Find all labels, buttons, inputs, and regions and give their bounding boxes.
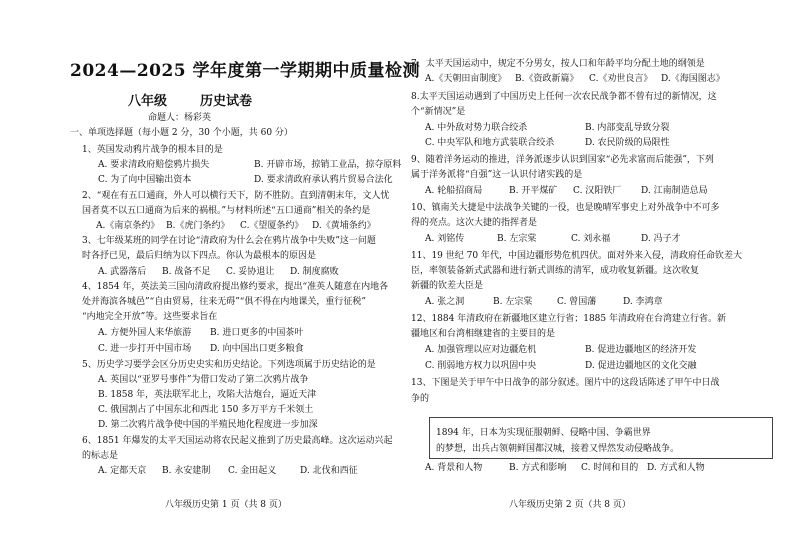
q11-option-a[interactable]: A. 张之洞 — [425, 297, 465, 307]
q8-stem-line2: 个“新情况”是 — [411, 107, 466, 117]
q12-option-c[interactable]: C. 削弱地方权力以巩固中央 — [425, 361, 537, 371]
q10-option-d[interactable]: D. 冯子才 — [641, 234, 681, 244]
q4-option-d[interactable]: D. 向中国出口更多粮食 — [210, 344, 304, 354]
q1-option-d[interactable]: D. 要求清政府承认鸦片贸易合法化 — [254, 175, 393, 185]
q2-stem-line1: 2、“观在有五口通商，外人可以横行天下，防不胜防。直到清朝末年，文人忧 — [82, 191, 390, 201]
q1-stem: 1、英国发动鸦片战争的根本目的是 — [82, 145, 223, 155]
exam-title: 2024—2025 学年度第一学期期中质量检测 — [70, 61, 421, 81]
q8-option-b[interactable]: B. 内部变乱导致分裂 — [585, 123, 670, 133]
q3-option-a[interactable]: A. 武器落后 — [98, 267, 147, 277]
q10-option-c[interactable]: C. 刘永福 — [571, 234, 611, 244]
q6-stem-line2: 的标志是 — [82, 451, 119, 461]
q6-option-a[interactable]: A. 定都天京 — [98, 466, 147, 476]
q12-option-a[interactable]: A. 加强管理以应对边疆危机 — [425, 345, 537, 355]
q13-quote-line1: 1894 年，日本为实现征服朝鲜、侵略中国、争霸世界 — [436, 428, 651, 438]
q13-quote-line2: 的梦想，出兵占领朝鲜国都汉城，接着又悍然发动侵略战争。 — [436, 444, 680, 454]
q13-option-a[interactable]: A. 背景和人物 — [425, 463, 483, 473]
q12-option-b[interactable]: B. 促进边疆地区的经济开发 — [585, 345, 697, 355]
q2-stem-line2: 国者莫不以五口通商为后来的祸根。”与材料所述“五口通商”相关的条约是 — [82, 206, 371, 216]
q6-option-c[interactable]: C. 金田起义 — [228, 466, 277, 476]
q7-option-b[interactable]: B.《资政新篇》 — [515, 74, 579, 84]
q12-stem-line2: 疆地区和台湾相继建省的主要目的是 — [411, 329, 556, 339]
setter-label: 命题人：杨彩英 — [148, 113, 212, 123]
q11-stem-line1: 11、19 世纪 70 年代，中国边疆形势危机四伏。面对外来入侵，清政府任命钦差大 — [411, 251, 742, 261]
q3-option-b[interactable]: B. 战备不足 — [162, 267, 211, 277]
q6-option-b[interactable]: B. 永安建制 — [162, 466, 211, 476]
q10-stem-line1: 10、镇南关大捷是中法战争关键的一役，也是晚晴军事史上对外战争中不可多 — [411, 203, 720, 213]
q11-option-c[interactable]: C. 曾国藩 — [557, 297, 597, 307]
q10-option-a[interactable]: A. 刘铭传 — [425, 234, 465, 244]
q2-option-a[interactable]: A.《南京条约》 — [96, 221, 160, 231]
section-heading: 一、单项选择题（每小题 2 分，30 个小题，共 60 分） — [70, 128, 293, 138]
q3-option-d[interactable]: D. 制度腐败 — [290, 267, 339, 277]
q8-stem-line1: 8.太平天国运动遇到了中国历史上任何一次农民战争都不曾有过的新情况，这 — [411, 92, 717, 102]
q5-option-c[interactable]: C. 俄国割占了中国东北和西北 150 多万平方千米领土 — [98, 405, 314, 415]
q6-stem-line1: 6、1851 年爆发的太平天国运动将农民起义推到了历史最高峰。这次运动兴起 — [82, 436, 393, 446]
q5-option-a[interactable]: A. 英国以“亚罗号事件”为借口发动了第二次鸦片战争 — [98, 375, 309, 385]
q4-option-b[interactable]: B. 进口更多的中国茶叶 — [210, 328, 304, 338]
page-2-footer: 八年级历史第 2 页（共 8 页） — [509, 500, 631, 510]
q9-option-b[interactable]: B. 开平煤矿 — [509, 186, 558, 196]
q9-stem-line2: 属于洋务派将“自强”这一认识付诸实践的是 — [411, 170, 583, 180]
page-2 — [397, 0, 794, 543]
q13-stem-line2: 争的 — [411, 394, 430, 404]
q2-option-d[interactable]: D.《黄埔条约》 — [312, 221, 376, 231]
q10-option-b[interactable]: B. 左宗棠 — [497, 234, 537, 244]
q4-stem-line3: “内地完全开放”等。这些要求旨在 — [82, 312, 218, 322]
q7-option-c[interactable]: C.《劝世良言》 — [589, 74, 653, 84]
q11-stem-line3: 新疆的钦差大臣是 — [411, 281, 484, 291]
q7-option-d[interactable]: D.《海国图志》 — [661, 74, 725, 84]
q3-option-c[interactable]: C. 妥协退让 — [226, 267, 275, 277]
q11-stem-line2: 臣，率领装备新式武器和进行新式训练的清军，成功收复新疆。这次收复 — [411, 266, 700, 276]
subject-label: 历史试卷 — [200, 94, 253, 109]
q13-quote-box — [429, 417, 773, 459]
q11-option-d[interactable]: D. 李鸿章 — [623, 297, 663, 307]
q11-option-b[interactable]: B. 左宗棠 — [493, 297, 533, 307]
q2-option-c[interactable]: C.《望厦条约》 — [240, 221, 304, 231]
q1-option-c[interactable]: C. 为了向中国输出资本 — [98, 175, 192, 185]
q7-stem: 7、太平天国运动中，规定不分男女，按人口和年龄平均分配土地的纲领是 — [411, 59, 705, 69]
q4-option-a[interactable]: A. 方便外国人来华旅游 — [98, 328, 192, 338]
q1-option-a[interactable]: A. 要求清政府赔偿鸦片损失 — [98, 160, 210, 170]
page-1-footer: 八年级历史第 1 页（共 8 页） — [165, 500, 287, 510]
q13-stem-line1: 13、下图是关于甲午中日战争的部分叙述。图片中的这段话陈述了甲午中日战 — [411, 378, 720, 388]
q7-option-a[interactable]: A.《天朝田亩制度》 — [425, 74, 507, 84]
q3-stem-line1: 3、七年级某班的同学在讨论“清政府为什么会在鸦片战争中失败”这一问题 — [82, 236, 376, 246]
q4-stem-line1: 4、1854 年，英法美三国向清政府提出修约要求，提出“准英人随意在内地各 — [82, 282, 389, 292]
q6-option-d[interactable]: D. 北伐和西征 — [300, 466, 358, 476]
q1-option-b[interactable]: B. 开辟市场，掠销工业品，掠夺原料 — [254, 160, 402, 170]
q8-option-d[interactable]: D. 农民阶级的局限性 — [585, 138, 670, 148]
q9-stem-line1: 9、随着洋务运动的推进，洋务派逐步认识到国家“必先求富而后能强”，下列 — [411, 155, 714, 165]
grade-label: 八年级 — [128, 94, 168, 109]
q13-option-c[interactable]: C. 时间和目的 — [581, 463, 639, 473]
q5-stem: 5、历史学习要学会区分历史史实和历史结论。下列选项属于历史结论的是 — [82, 360, 376, 370]
q5-option-d[interactable]: D. 第二次鸦片战争使中国的半殖民地化程度进一步加深 — [98, 420, 318, 430]
q3-stem-line2: 时各抒已见，最后归纳为以下四点。你认为最根本的原因是 — [82, 251, 317, 261]
q8-option-c[interactable]: C. 中央军队和地方武装联合绞杀 — [425, 138, 555, 148]
q4-option-c[interactable]: C. 进一步打开中国市场 — [98, 344, 192, 354]
q9-option-d[interactable]: D. 江南制造总局 — [641, 186, 708, 196]
q13-option-b[interactable]: B. 方式和影响 — [509, 463, 567, 473]
q5-option-b[interactable]: B. 1858 年，英法联军北上，攻陷大沽炮台，逼近天津 — [98, 390, 317, 400]
q10-stem-line2: 得的亮点。这次大捷的指挥者是 — [411, 218, 538, 228]
q13-option-d[interactable]: D. 方式和人物 — [647, 463, 705, 473]
q8-option-a[interactable]: A. 中外敌对势力联合绞杀 — [425, 123, 528, 133]
q9-option-c[interactable]: C. 汉阳铁厂 — [573, 186, 622, 196]
q4-stem-line2: 处并海滨各城邑”“自由贸易，往来无碍”“俱不得在内地课关，重行征税” — [82, 297, 367, 307]
q12-stem-line1: 12、1884 年清政府在新疆地区建立行省；1885 年清政府在台湾建立行省。新 — [411, 314, 726, 324]
q9-option-a[interactable]: A. 轮船招商局 — [425, 186, 483, 196]
q12-option-d[interactable]: D. 促进边疆地区的文化交融 — [585, 361, 697, 371]
q2-option-b[interactable]: B.《虎门条约》 — [166, 221, 230, 231]
